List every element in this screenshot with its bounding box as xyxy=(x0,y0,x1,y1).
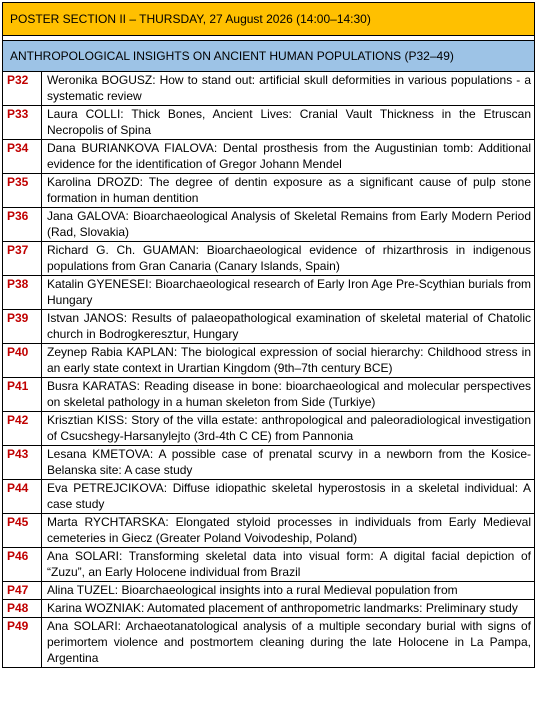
poster-row xyxy=(3,208,535,242)
poster-code: P46 xyxy=(3,548,42,582)
session-header-row xyxy=(3,3,535,36)
poster-title: Ana SOLARI: Transforming skeletal data into visual form: A digital facial depiction of “Zuzu”, an Early Holocene individual from Brazil xyxy=(42,548,535,582)
poster-row xyxy=(3,276,535,310)
poster-title: Krisztian KISS: Story of the villa estate: anthropological and paleoradiological investigation of Csucshegy-Harsanylejto (3rd-4th C CE) from Pannonia xyxy=(42,412,535,446)
poster-code: P49 xyxy=(3,618,42,668)
poster-title: Zeynep Rabia KAPLAN: The biological expression of social hierarchy: Childhood stress in an early state context in Urartian Kingdom (9th–7th century BCE) xyxy=(42,344,535,378)
poster-program-table xyxy=(2,2,535,668)
poster-code: P32 xyxy=(3,72,42,106)
poster-title: Laura COLLI: Thick Bones, Ancient Lives: Cranial Vault Thickness in the Etruscan Necropolis of Spina xyxy=(42,106,535,140)
poster-code: P42 xyxy=(3,412,42,446)
poster-title: Jana GALOVA: Bioarchaeological Analysis of Skeletal Remains from Early Modern Period (Rad, Slovakia) xyxy=(42,208,535,242)
poster-row xyxy=(3,344,535,378)
poster-code: P44 xyxy=(3,480,42,514)
poster-title: Ana SOLARI: Archaeotanatological analysis of a multiple secondary burial with signs of perimortem violence and postmortem cleaning during the late Holocene in La Pampa, Argentina xyxy=(42,618,535,668)
poster-code: P40 xyxy=(3,344,42,378)
poster-row xyxy=(3,140,535,174)
poster-title: Richard G. Ch. GUAMAN: Bioarchaeological evidence of rhizarthrosis in indigenous populations from Gran Canaria (Canary Islands, Spain) xyxy=(42,242,535,276)
poster-title: Eva PETREJCIKOVA: Diffuse idiopathic skeletal hyperostosis in a skeletal individual: A case study xyxy=(42,480,535,514)
poster-title: Alina TUZEL: Bioarchaeological insights into a rural Medieval population from xyxy=(42,582,535,600)
poster-row xyxy=(3,582,535,600)
poster-row xyxy=(3,514,535,548)
poster-title: Weronika BOGUSZ: How to stand out: artificial skull deformities in various populations - a systematic review xyxy=(42,72,535,106)
poster-code: P36 xyxy=(3,208,42,242)
poster-row xyxy=(3,174,535,208)
poster-code: P48 xyxy=(3,600,42,618)
poster-code: P47 xyxy=(3,582,42,600)
poster-title: Dana BURIANKOVA FIALOVA: Dental prosthesis from the Augustinian tomb: Additional evidence for the identification of Gregor Johann Mendel xyxy=(42,140,535,174)
session-header: POSTER SECTION II – THURSDAY, 27 August 2026 (14:00–14:30) xyxy=(3,3,535,36)
poster-row xyxy=(3,378,535,412)
poster-title: Karolina DROZD: The degree of dentin exposure as a significant cause of pulp stone formation in human dentition xyxy=(42,174,535,208)
poster-title: Busra KARATAS: Reading disease in bone: bioarchaeological and molecular perspectives on skeletal pathology in a human skeleton from Side (Turkiye) xyxy=(42,378,535,412)
program-table-wrapper xyxy=(2,2,535,668)
poster-row xyxy=(3,412,535,446)
poster-code: P33 xyxy=(3,106,42,140)
poster-row xyxy=(3,106,535,140)
poster-code: P45 xyxy=(3,514,42,548)
section-title-row xyxy=(3,41,535,72)
poster-title: Marta RYCHTARSKA: Elongated styloid processes in individuals from Early Medieval cemeteries in Giecz (Greater Poland Voivodeship, Poland) xyxy=(42,514,535,548)
poster-row xyxy=(3,446,535,480)
poster-row xyxy=(3,618,535,668)
poster-title: Istvan JANOS: Results of palaeopathological examination of skeletal material of Chatolic church in Bodrogkeresztur, Hungary xyxy=(42,310,535,344)
poster-row xyxy=(3,600,535,618)
poster-code: P39 xyxy=(3,310,42,344)
poster-code: P38 xyxy=(3,276,42,310)
poster-title: Katalin GYENESEI: Bioarchaeological research of Early Iron Age Pre-Scythian burials from Hungary xyxy=(42,276,535,310)
poster-row xyxy=(3,548,535,582)
poster-code: P35 xyxy=(3,174,42,208)
poster-row xyxy=(3,480,535,514)
poster-row xyxy=(3,72,535,106)
poster-title: Lesana KMETOVA: A possible case of prenatal scurvy in a newborn from the Kosice-Belanska site: A case study xyxy=(42,446,535,480)
poster-code: P41 xyxy=(3,378,42,412)
poster-title: Karina WOZNIAK: Automated placement of anthropometric landmarks: Preliminary study xyxy=(42,600,535,618)
section-title: ANTHROPOLOGICAL INSIGHTS ON ANCIENT HUMAN POPULATIONS (P32–49) xyxy=(3,41,535,72)
poster-code: P34 xyxy=(3,140,42,174)
poster-row xyxy=(3,310,535,344)
poster-row xyxy=(3,242,535,276)
poster-code: P37 xyxy=(3,242,42,276)
poster-code: P43 xyxy=(3,446,42,480)
